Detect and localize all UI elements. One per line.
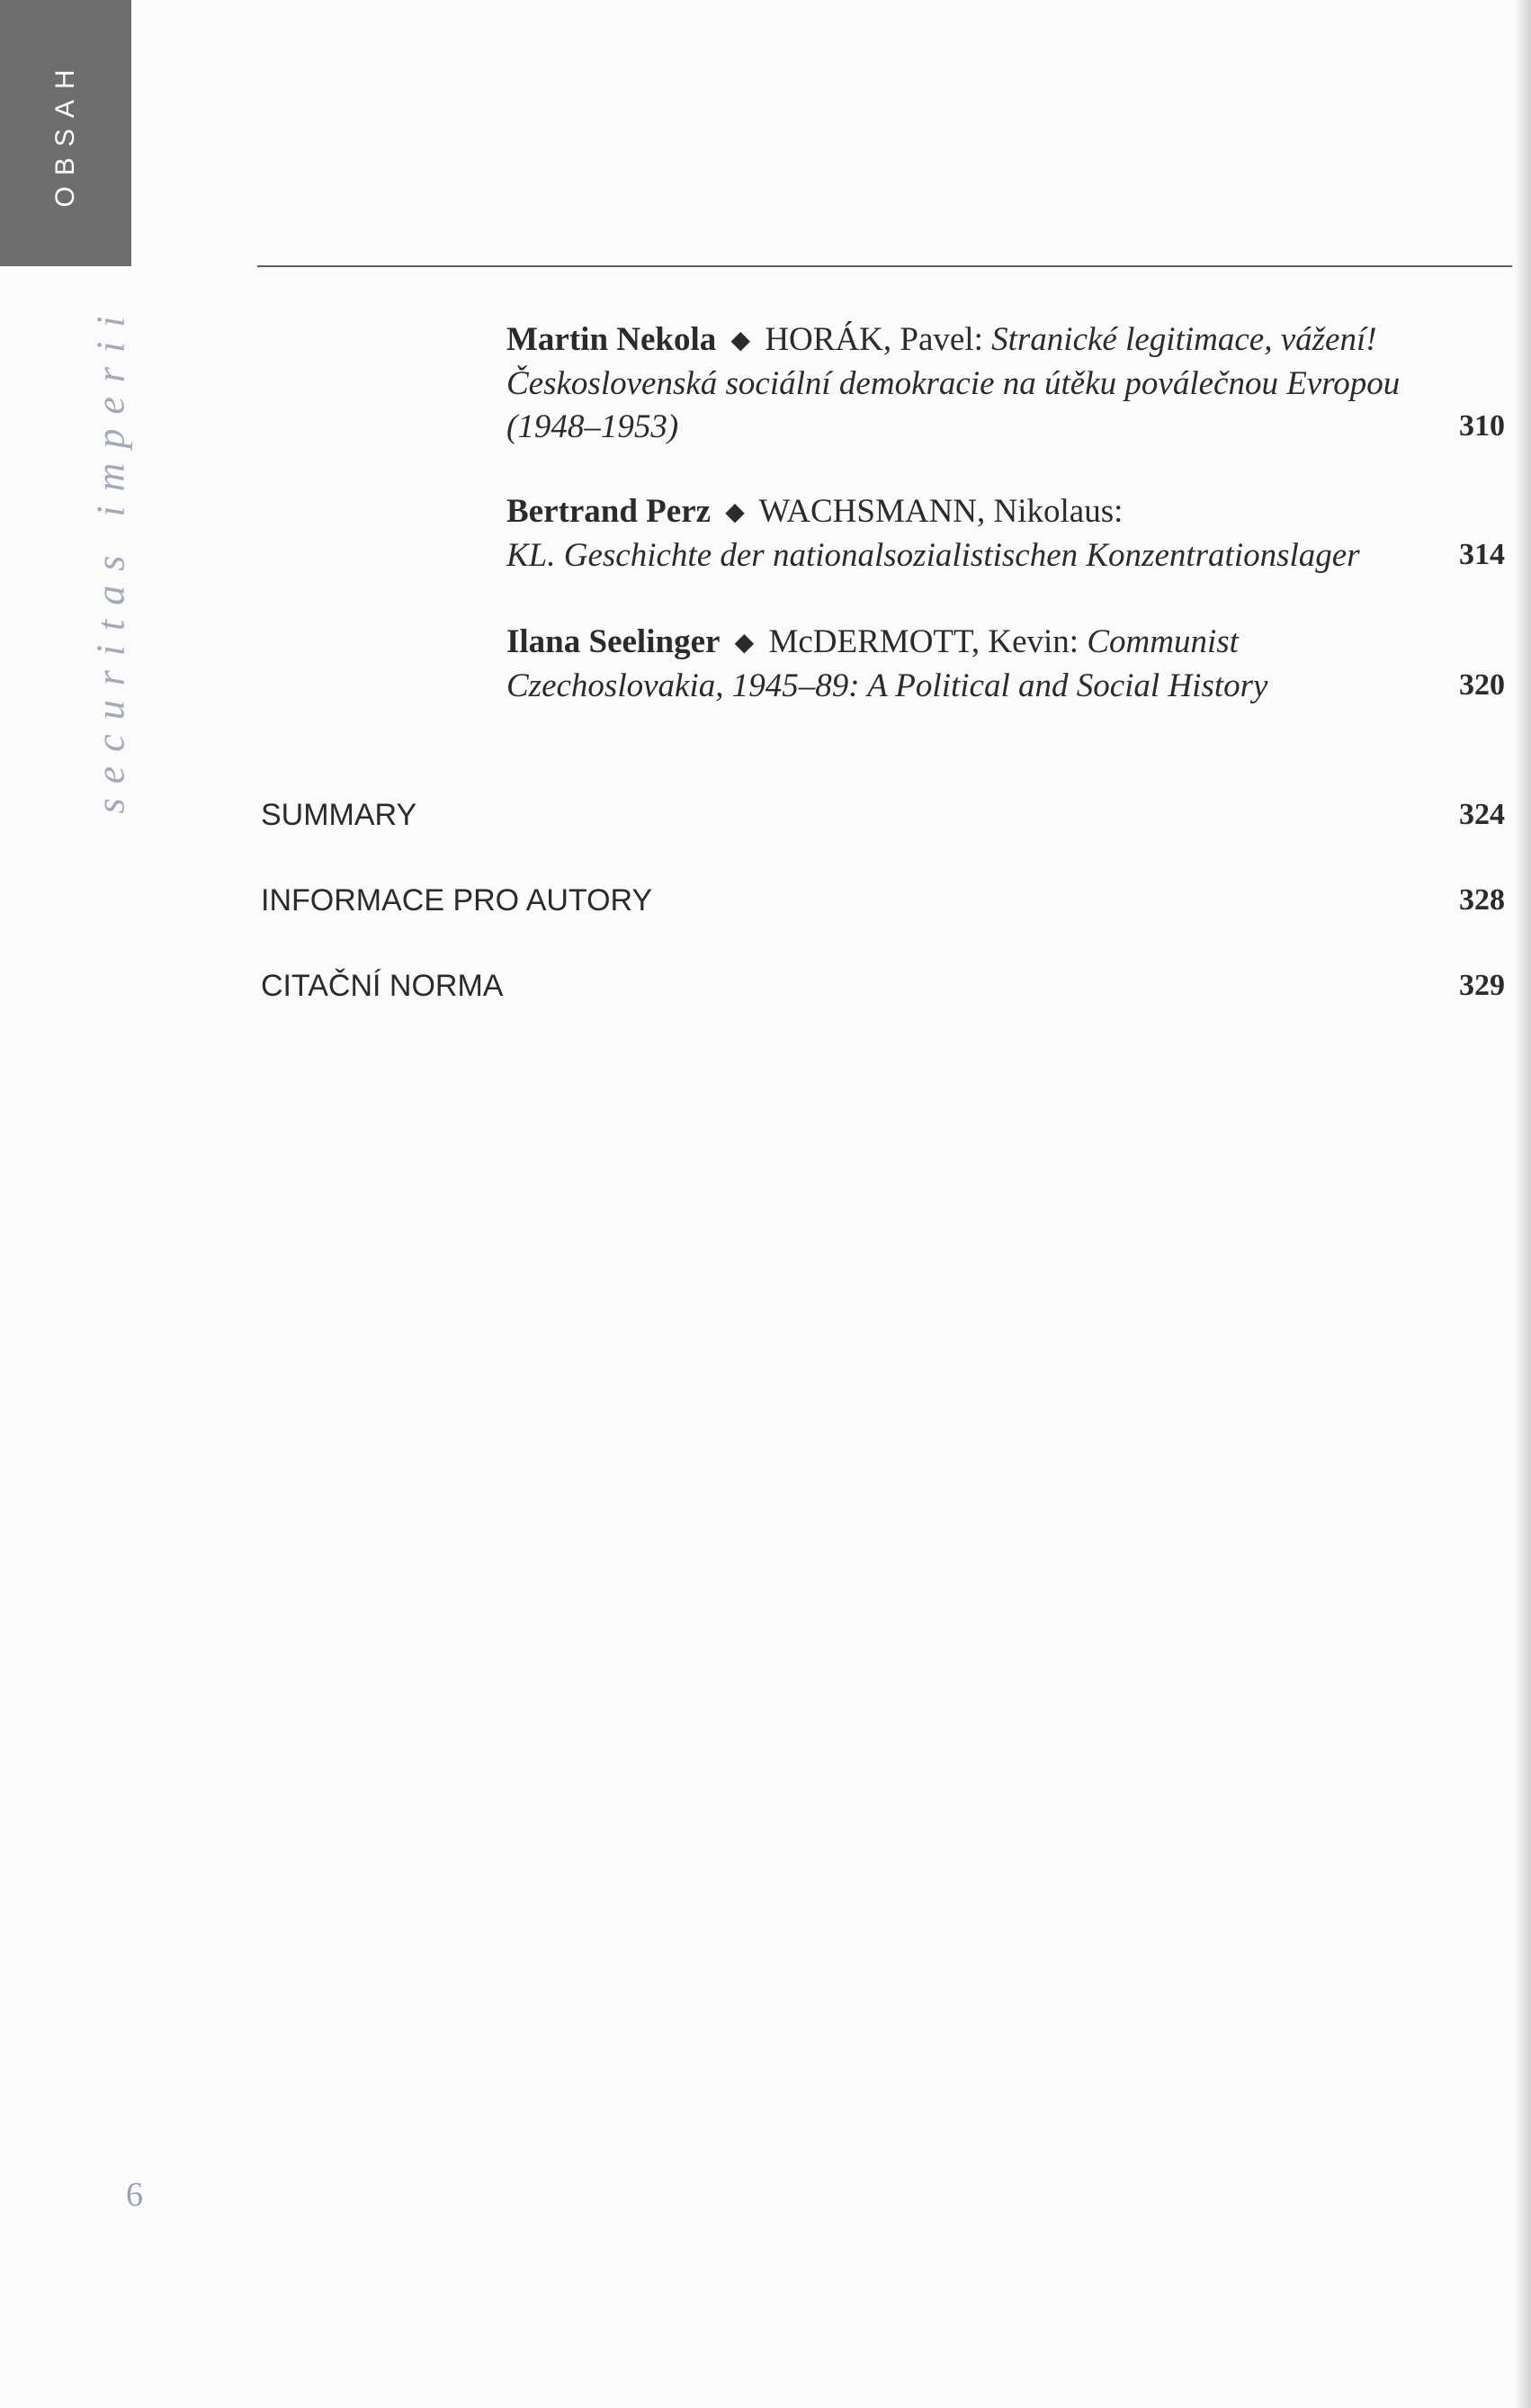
toc-section-author-information: [261, 879, 1505, 922]
entry-author: McDERMOTT, Kevin:: [768, 623, 1079, 660]
section-page-number: 329: [1459, 969, 1505, 1002]
entry-title: Czechoslovakia, 1945–89: A Political and Social History: [506, 667, 1268, 704]
entry-title: Stranické legitimace, vážení!: [991, 321, 1377, 358]
entry-reviewer: Martin Nekola: [506, 321, 717, 358]
review-entry-line: [506, 490, 1505, 534]
entry-title: Československá sociální demokracie na útěku poválečnou Evropou: [506, 365, 1401, 402]
diamond-separator-icon: ◆: [730, 327, 751, 354]
review-entry-line: [506, 621, 1505, 665]
section-tab: [0, 0, 131, 266]
entry-author: WACHSMANN, Nikolaus:: [758, 493, 1124, 530]
section-tab-label: OBSAH: [50, 58, 80, 208]
entry-reviewer: Ilana Seelinger: [506, 623, 721, 660]
review-entry: [506, 318, 1505, 448]
diamond-separator-icon: ◆: [734, 629, 755, 657]
section-label: CITAČNÍ NORMA: [261, 969, 504, 1003]
entry-author: HORÁK, Pavel:: [765, 321, 983, 358]
section-page-number: 328: [1459, 883, 1505, 917]
toc-section-summary: [261, 793, 1505, 837]
section-label: SUMMARY: [261, 798, 417, 832]
page-number: 6: [126, 2176, 143, 2214]
entry-page-number: 310: [1459, 409, 1505, 443]
toc-section-citation-norm: [261, 964, 1505, 1007]
section-page-number: 324: [1459, 798, 1505, 831]
page-edge: [1515, 0, 1531, 2408]
journal-name: securitas imperii: [88, 301, 133, 814]
entry-title: (1948–1953): [506, 408, 679, 445]
entry-title: KL. Geschichte der nationalsozialistischen Konzentrationslager: [506, 537, 1360, 574]
review-entry-line: [506, 318, 1505, 363]
entry-page-number: 314: [1459, 538, 1505, 571]
entry-title: Communist: [1087, 623, 1239, 660]
review-entry: [506, 490, 1505, 577]
diamond-separator-icon: ◆: [725, 498, 745, 526]
entry-reviewer: Bertrand Perz: [506, 493, 712, 530]
top-rule: [257, 265, 1512, 267]
entry-page-number: 320: [1459, 668, 1505, 702]
section-label: INFORMACE PRO AUTORY: [261, 883, 653, 918]
review-entry: [506, 621, 1505, 707]
